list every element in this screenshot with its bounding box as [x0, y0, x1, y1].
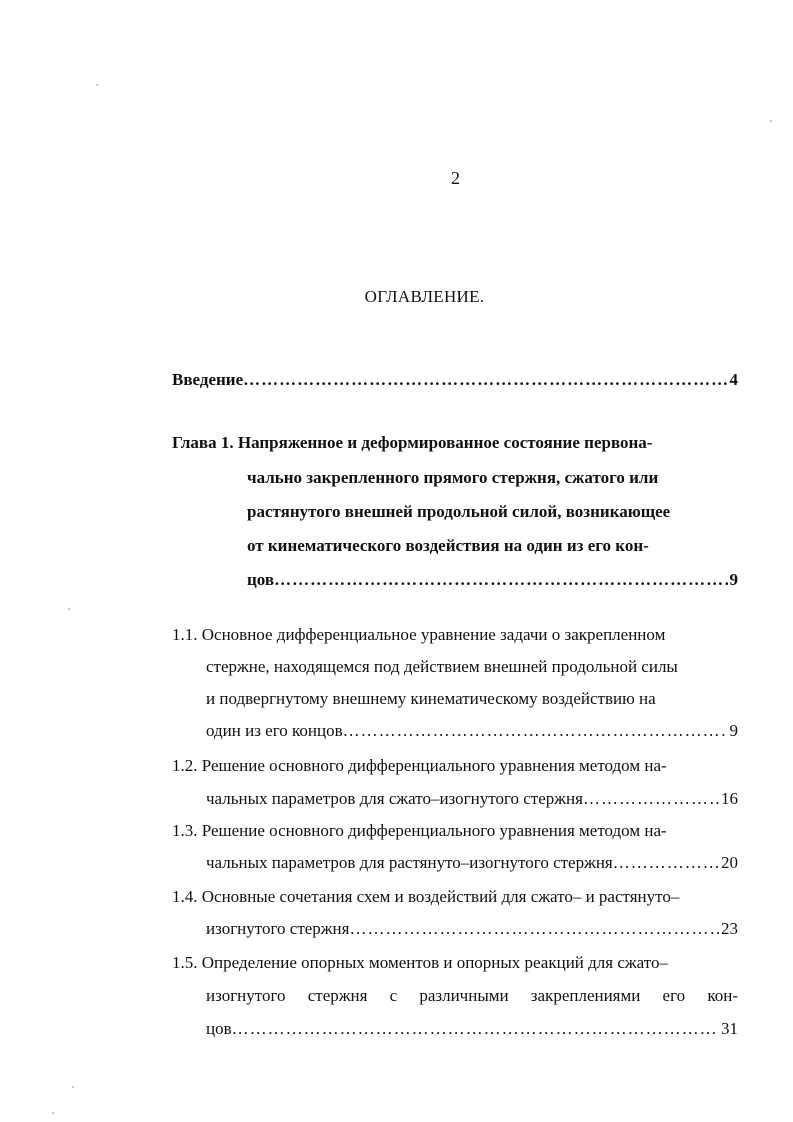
toc-chapter1-line-3: растянутого внешней продольной силой, возникающее: [247, 502, 671, 521]
toc-entry-text: один из его концов: [206, 721, 343, 740]
toc-section-1-1-line-3: и подвергнутому внешнему кинематическому воздействию на: [206, 689, 656, 708]
toc-title: ОГЛАВЛЕНИЕ.: [364, 287, 485, 306]
toc-section-1-1-last-line: [206, 720, 738, 742]
toc-chapter1-line-2: чально закрепленного прямого стержня, сжатого или: [247, 468, 659, 487]
leader-dots: [349, 918, 719, 940]
toc-section-1-2-last-line: [206, 788, 738, 810]
scan-speck: [52, 1112, 54, 1114]
page-number: 2: [451, 168, 460, 188]
toc-entry-text: чальных параметров для сжато–изогнутого стержня: [206, 789, 583, 808]
leader-dots: [613, 852, 719, 874]
toc-entry-page: 20: [721, 853, 738, 872]
scan-speck: [96, 84, 98, 86]
scan-speck: [68, 608, 70, 610]
leader-dots: [274, 569, 727, 591]
toc-entry-page: 9: [729, 570, 738, 589]
leader-dots: [583, 788, 719, 810]
toc-entry-page: 9: [729, 721, 738, 740]
toc-section-1-4-line-1: 1.4. Основные сочетания схем и воздействий для сжато– и растянуто–: [172, 887, 680, 906]
toc-chapter1-line-1: Глава 1. Напряженное и деформированное состояние первона-: [172, 433, 653, 452]
toc-entry-page: 4: [729, 370, 738, 389]
toc-entry-text: чальных параметров для растянуто–изогнутого стержня: [206, 853, 613, 872]
toc-entry-page: 31: [721, 1019, 738, 1038]
toc-entry-text: цов: [206, 1019, 232, 1038]
leader-dots: [343, 720, 728, 742]
toc-entry-text: Введение: [172, 370, 244, 389]
toc-section-1-4-last-line: [206, 918, 738, 940]
toc-chapter1-last-line: [247, 569, 738, 591]
toc-entry-text: цов: [247, 570, 275, 589]
toc-entry-text: изогнутого стержня: [206, 919, 350, 938]
toc-entry-page: 16: [721, 789, 738, 808]
toc-entry-intro: [172, 369, 738, 391]
toc-section-1-5-line-1: 1.5. Определение опорных моментов и опорных реакций для сжато–: [172, 953, 668, 972]
toc-section-1-1-line-1: 1.1. Основное дифференциальное уравнение задачи о закрепленном: [172, 625, 666, 644]
toc-chapter1-line-4: от кинематического воздействия на один из его кон-: [247, 536, 649, 555]
toc-section-1-5-last-line: [206, 1018, 738, 1040]
scan-speck: [770, 120, 772, 122]
toc-section-1-5-line-2: изогнутого стержня с различными закреплениями его кон-: [206, 986, 738, 1005]
toc-entry-page: 23: [721, 919, 738, 938]
toc-section-1-3-last-line: [206, 852, 738, 874]
toc-section-1-3-line-1: 1.3. Решение основного дифференциального уравнения методом на-: [172, 821, 667, 840]
toc-section-1-1-line-2: стержне, находящемся под действием внешней продольной силы: [206, 657, 678, 676]
leader-dots: [232, 1018, 719, 1040]
toc-section-1-2-line-1: 1.2. Решение основного дифференциального уравнения методом на-: [172, 756, 667, 775]
leader-dots: [243, 369, 727, 391]
scan-speck: [72, 1086, 74, 1088]
